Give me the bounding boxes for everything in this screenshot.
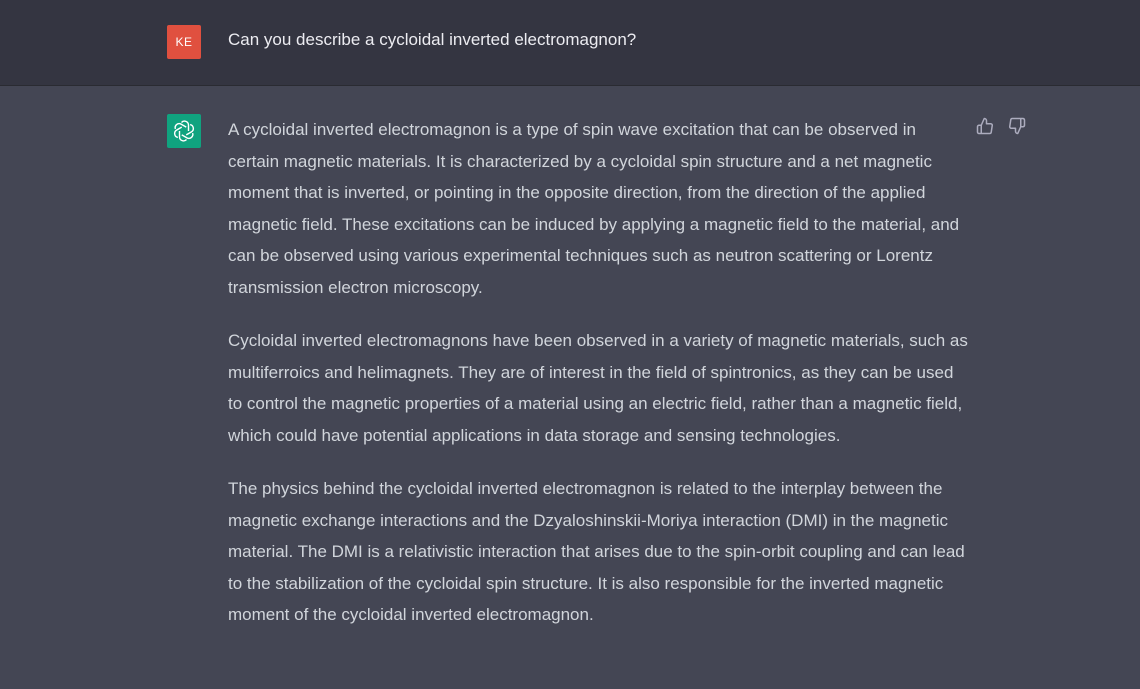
assistant-paragraph-3: The physics behind the cycloidal inverted electromagnon is related to the interplay between the magnetic exchange interactions and the Dzyaloshinskii-Moriya interaction (DMI) in the magnetic material. The DMI is a relativistic interaction that arises due to the spin-orbit coupling and can lead to the stabilization of the cycloidal spin structure. It is also responsible for the inverted magnetic moment of the cycloidal inverted electromagnon.	[228, 479, 965, 624]
assistant-paragraph-1: A cycloidal inverted electromagnon is a type of spin wave excitation that can be observed in certain magnetic materials. It is characterized by a cycloidal spin structure and a net magnetic moment that is inverted, or pointing in the opposite direction, from the direction of the applied magnetic field. These excitations can be induced by applying a magnetic field to the material, and can be observed using various experimental techniques such as neutron scattering or Lorentz transmission electron microscopy.	[228, 120, 960, 297]
user-avatar: KE	[167, 25, 201, 59]
thumbs-up-button[interactable]	[975, 116, 995, 136]
user-message-row	[0, 0, 1140, 86]
thumbs-up-icon	[976, 117, 994, 135]
assistant-paragraph-2: Cycloidal inverted electromagnons have been observed in a variety of magnetic materials, such as multiferroics and helimagnets. They are of interest in the field of spintronics, as they can be used to control the magnetic properties of a material using an electric field, rather than a magnetic field, which could have potential applications in data storage and sensing technologies.	[228, 331, 968, 445]
assistant-message-row	[0, 86, 1140, 689]
user-message-text: Can you describe a cycloidal inverted electromagnon?	[228, 30, 637, 49]
assistant-message-text	[228, 114, 968, 653]
openai-logo-icon	[172, 119, 196, 143]
thumbs-down-icon	[1008, 117, 1026, 135]
feedback-buttons	[975, 116, 1027, 136]
thumbs-down-button[interactable]	[1007, 116, 1027, 136]
assistant-avatar	[167, 114, 201, 148]
